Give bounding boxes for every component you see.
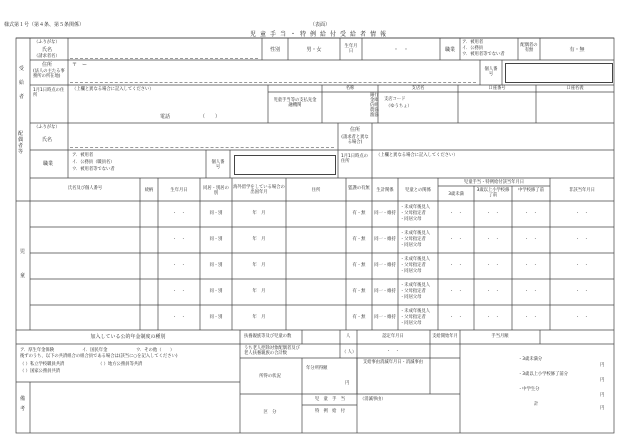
category-child-allowance[interactable]: 児 童 手 当 — [314, 397, 346, 402]
pension-option-2[interactable]: イ．国民年金 — [82, 348, 108, 353]
child-date-junior[interactable]: ・ ・ — [524, 289, 538, 294]
bank-label: 児童手当等の支払先金融機関 — [273, 98, 317, 108]
child-relation-2[interactable]: ・父母指定者 — [400, 263, 426, 268]
child-sub-col-2: 3歳以上小学校修了前 — [476, 188, 510, 198]
pension-line-2[interactable]: （ ）地方公務員等共済 — [98, 362, 143, 367]
yen-1: 円 — [600, 363, 605, 368]
child-date-over3[interactable]: ・ ・ — [486, 237, 500, 242]
monthly-title: 手当月額 — [491, 334, 509, 339]
child-date-under3[interactable]: ・ ・ — [449, 237, 463, 242]
child-date-non-eligible[interactable]: ・ ・ — [575, 263, 589, 268]
child-header-cohabit: 同居・別居の別 — [203, 186, 229, 196]
spouse-occupation-label: 職業 — [42, 161, 54, 167]
occupation-option-1: ア．被用者 — [462, 40, 484, 45]
address-label: 住所 — [42, 62, 53, 68]
occupation-label: 職業 — [444, 47, 456, 53]
pension-option-3[interactable]: ウ．その他（ ） — [136, 348, 175, 353]
spouse-address-note: (請求者と異なる場合) — [341, 135, 369, 145]
child-birth-date[interactable]: ・ ・ — [172, 289, 186, 294]
pension-line-1[interactable]: （ ）私立学校職員共済 — [20, 362, 65, 367]
child-abroad-date[interactable]: 年 月 — [252, 289, 266, 294]
bank-type-4: 農協 — [370, 108, 379, 113]
child-livelihood-value[interactable]: 同一・維持 — [374, 263, 396, 268]
child-relation-1[interactable]: ・未成年後見人 — [400, 309, 431, 314]
child-header-birth: 生年月日 — [170, 188, 188, 193]
bank-header-holder: 口座名義 — [566, 86, 584, 91]
income-year-label: 年分所得額 — [306, 366, 328, 371]
bank-type-5: 漁協 — [370, 113, 379, 118]
child-livelihood-value[interactable]: 同一・維持 — [374, 315, 396, 320]
bank-header-account-no: 口座番号 — [488, 86, 506, 91]
income-label: 所得の状況 — [259, 374, 281, 379]
child-date-junior[interactable]: ・ ・ — [524, 263, 538, 268]
child-birth-date[interactable]: ・ ・ — [172, 315, 186, 320]
spouse-individual-no-label: 個人番号 — [211, 160, 225, 170]
recipient-name-field[interactable] — [70, 48, 258, 59]
child-sub-col-3: 中学校修了前 — [518, 188, 544, 193]
postal-mark: 〒 ー — [72, 62, 88, 68]
phone-label: 電話 — [160, 114, 171, 120]
children-section-label: 児童 — [20, 249, 26, 279]
remarks-field[interactable] — [32, 384, 237, 430]
jan1-address-label: 1月1日時点の住所 — [33, 88, 65, 98]
child-livelihood-value[interactable]: 同一・維持 — [374, 237, 396, 242]
child-custody-value[interactable]: 有・無 — [352, 237, 366, 242]
child-relation-3[interactable]: ・同居父母 — [400, 269, 422, 274]
page-side-label: （表面） — [309, 22, 331, 28]
child-header-non-eligible: 非該当年月日 — [569, 188, 595, 193]
child-relation-3[interactable]: ・同居父母 — [400, 295, 422, 300]
child-custody-value[interactable]: 有・無 — [352, 289, 366, 294]
child-date-under3[interactable]: ・ ・ — [449, 289, 463, 294]
gender-label: 性別 — [269, 47, 281, 53]
child-livelihood-value[interactable]: 同一・維持 — [374, 211, 396, 216]
recipient-section-label: 受給者 — [19, 66, 25, 100]
category-special-benefit[interactable]: 特 例 給 付 — [314, 409, 346, 414]
pay-change-label: 支給事由消滅年月日・消滅事由 — [362, 360, 424, 365]
spouse-occupation-option-3: ウ．被用者等でない者 — [72, 167, 115, 172]
child-date-junior[interactable]: ・ ・ — [524, 211, 538, 216]
bank-header-branch: 支店名 — [411, 86, 425, 91]
child-relation-3[interactable]: ・同居父母 — [400, 217, 422, 222]
child-custody-value[interactable]: 有・無 — [352, 263, 366, 268]
monthly-item-3: ・中学生分 — [518, 387, 540, 392]
child-date-non-eligible[interactable]: ・ ・ — [575, 211, 589, 216]
child-relation-1[interactable]: ・未成年後見人 — [400, 257, 431, 262]
child-sub-header: 児童手当・特例給付該当年月日 — [463, 180, 525, 185]
child-date-over3[interactable]: ・ ・ — [486, 315, 500, 320]
recipient-furigana-label: （ふりがな） — [34, 40, 60, 45]
child-header-custody: 監護の有無 — [348, 186, 370, 191]
spouse-presence-value[interactable]: 有・無 — [569, 47, 585, 53]
child-header-relation: 続柄 — [144, 188, 154, 193]
monthly-item-1: ・3歳未満分 — [518, 357, 543, 362]
child-date-non-eligible[interactable]: ・ ・ — [575, 289, 589, 294]
yen-total: 円 — [600, 406, 605, 411]
recipient-individual-no-label: 個人番号 — [484, 67, 498, 77]
recipient-individual-no-field[interactable] — [505, 63, 613, 83]
spouse-address-label: 住所 — [349, 127, 361, 133]
cert-date-label: 認定年月日 — [382, 334, 404, 339]
child-relation-2[interactable]: ・父母指定者 — [400, 315, 426, 320]
child-header-relationship: 児童との関係 — [405, 188, 431, 193]
child-birth-date[interactable]: ・ ・ — [172, 211, 186, 216]
spouse-jan1-label: 1月1日時点の住所 — [341, 154, 368, 164]
form-title: 児童手当・特例給付受給者情報 — [249, 31, 391, 38]
child-relation-3[interactable]: ・同居父母 — [400, 243, 422, 248]
birth-label: 生年月日 — [344, 44, 358, 54]
address-note: (法人の主たる事務所の所在地) — [33, 69, 65, 79]
pension-line-3[interactable]: （ ）国家公務員共済 — [20, 369, 61, 374]
spouse-presence-label: 配偶者の有無 — [520, 43, 538, 53]
dependents2-label: うち老人控除対象配偶者及び老人扶養親族の合計数 — [244, 346, 300, 356]
child-cohabit-value[interactable]: 同・別 — [209, 237, 223, 242]
child-birth-date[interactable]: ・ ・ — [172, 237, 186, 242]
child-abroad-date[interactable]: 年 月 — [252, 263, 266, 268]
child-cohabit-value[interactable]: 同・別 — [209, 211, 223, 216]
bank-type-3: 信組 — [370, 103, 379, 108]
dependents-value[interactable]: 人 — [346, 334, 351, 339]
child-livelihood-value[interactable]: 同一・維持 — [374, 289, 396, 294]
child-relation-1[interactable]: ・未成年後見人 — [400, 231, 431, 236]
child-date-under3[interactable]: ・ ・ — [449, 315, 463, 320]
dependents-label: 扶養親族等及び児童の数 — [244, 334, 292, 339]
child-date-non-eligible[interactable]: ・ ・ — [575, 315, 589, 320]
address-field[interactable] — [70, 70, 476, 83]
child-header-name: 氏名及び個人番号 — [67, 186, 103, 191]
child-date-junior[interactable]: ・ ・ — [524, 237, 538, 242]
child-date-over3[interactable]: ・ ・ — [486, 289, 500, 294]
bank-type-1: 銀行 — [370, 93, 379, 98]
child-cohabit-value[interactable]: 同・別 — [209, 289, 223, 294]
pension-title: 加入している公的年金制度の種別 — [90, 334, 166, 340]
occupation-option-3: ウ．被用者等でない者 — [462, 52, 505, 57]
income-unit: 円 — [345, 381, 350, 386]
child-abroad-date[interactable]: 年 月 — [252, 211, 266, 216]
child-header-address: 住所 — [311, 188, 321, 193]
child-birth-date[interactable]: ・ ・ — [172, 263, 186, 268]
bank-header-name: 名称 — [345, 86, 355, 91]
remarks-label: 備考 — [20, 396, 26, 412]
monthly-item-2: ・3歳以上小学校修了前分 — [518, 372, 568, 377]
pension-option-1[interactable]: ア．厚生年金保険 — [20, 348, 55, 353]
child-abroad-date[interactable]: 年 月 — [252, 315, 266, 320]
child-custody-value[interactable]: 有・無 — [352, 211, 366, 216]
child-relation-1[interactable]: ・未成年後見人 — [400, 205, 431, 210]
spouse-name-field[interactable] — [70, 136, 334, 148]
spouse-section-label: 配偶者等 — [18, 131, 24, 155]
child-custody-value[interactable]: 有・無 — [352, 315, 366, 320]
child-cohabit-value[interactable]: 同・別 — [209, 263, 223, 268]
recipient-name-label: 氏名 — [42, 47, 53, 53]
termination-reason-label: （消滅事由） — [360, 397, 386, 402]
phone-value[interactable]: （ ） — [200, 114, 221, 120]
form-number: 様式第１号（第４条、第５条関係） — [4, 22, 85, 28]
child-relation-3[interactable]: ・同居父母 — [400, 321, 422, 326]
child-date-junior[interactable]: ・ ・ — [524, 315, 538, 320]
spouse-furigana-label: （ふりがな） — [34, 125, 60, 130]
child-abroad-date[interactable]: 年 月 — [252, 237, 266, 242]
recipient-name-note: （請求者名） — [34, 54, 60, 59]
child-date-under3[interactable]: ・ ・ — [449, 263, 463, 268]
child-date-over3[interactable]: ・ ・ — [486, 263, 500, 268]
gender-value[interactable]: 男・女 — [306, 47, 322, 53]
cert-date-value[interactable]: ・ ・ — [386, 349, 400, 354]
occupation-option-2: イ．公務員 — [462, 46, 484, 51]
monthly-total-label: 計 — [534, 402, 539, 407]
spouse-name-label: 氏名 — [42, 137, 53, 143]
bank-type-2: 金庫 — [370, 98, 379, 103]
child-date-over3[interactable]: ・ ・ — [486, 211, 500, 216]
child-header-livelihood: 生計関係 — [376, 188, 394, 193]
pay-start-label: 支給開始年月 — [432, 334, 458, 339]
yen-3: 円 — [600, 393, 605, 398]
child-date-under3[interactable]: ・ ・ — [449, 211, 463, 216]
child-sub-col-1: 3歳未満 — [448, 192, 464, 197]
child-relation-2[interactable]: ・父母指定者 — [400, 289, 426, 294]
spouse-occupation-option-1: ア．被用者 — [72, 153, 94, 158]
yen-2: 円 — [600, 378, 605, 383]
child-cohabit-value[interactable]: 同・別 — [209, 315, 223, 320]
spouse-jan1-note: （上欄と異なる場合に記入してください） — [376, 153, 458, 158]
branch-code-label: 支店コード — [384, 97, 406, 102]
pension-note: 後ずのうち、以下の共済組合の組合員である場合は(該当に○を記入してください) — [20, 354, 178, 359]
child-header-abroad: 海外留学をしている場合の出国年月 — [233, 185, 285, 195]
jan1-address-note: （上欄と異なる場合に記入してください） — [72, 87, 154, 92]
branch-code-yucho: （ゆうちょ） — [386, 104, 412, 109]
child-relation-2[interactable]: ・父母指定者 — [400, 237, 426, 242]
spouse-individual-no-field[interactable] — [234, 155, 336, 175]
category-label: 区 分 — [263, 410, 277, 415]
child-relation-2[interactable]: ・父母指定者 — [400, 211, 426, 216]
spouse-occupation-option-2: イ．公務員（職員名） — [72, 160, 115, 165]
birth-value[interactable]: ・ ・ — [393, 47, 409, 53]
child-relation-1[interactable]: ・未成年後見人 — [400, 283, 431, 288]
child-date-non-eligible[interactable]: ・ ・ — [575, 237, 589, 242]
dependents2-value[interactable]: （ 人） — [342, 350, 357, 355]
